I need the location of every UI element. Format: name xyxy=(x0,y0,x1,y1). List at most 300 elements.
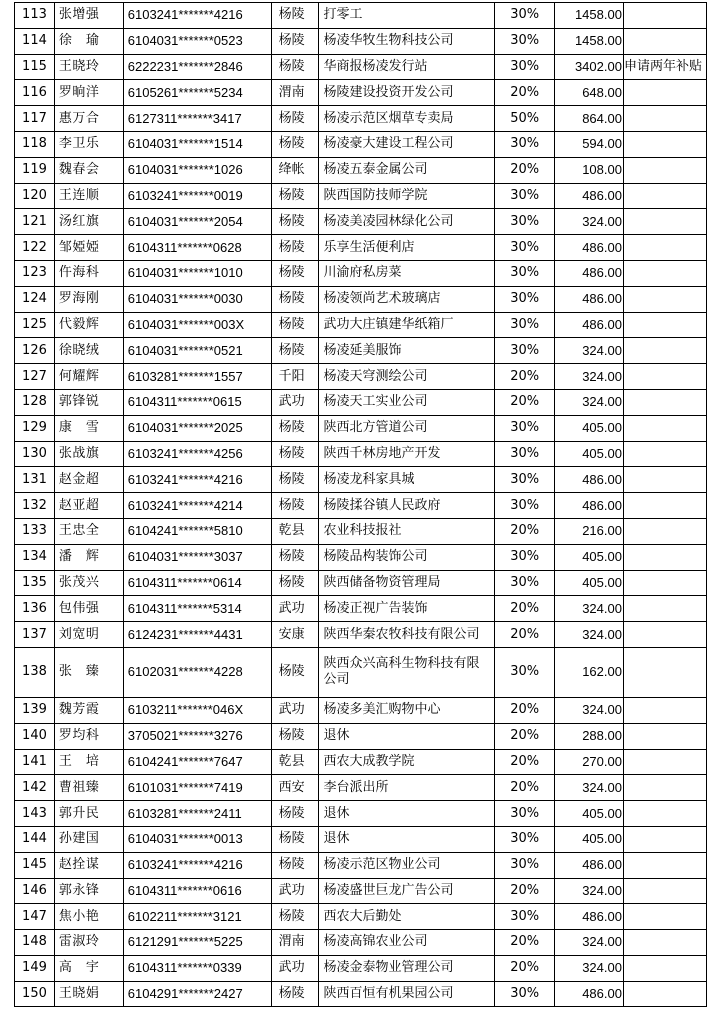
person-name-cell: 郭永锋 xyxy=(54,878,123,904)
row-number-cell: 114 xyxy=(15,28,55,54)
id-number-cell: 6222231*******2846 xyxy=(123,54,271,80)
row-number-cell: 134 xyxy=(15,544,55,570)
work-unit-cell: 杨凌盛世巨龙广告公司 xyxy=(319,878,495,904)
row-number-cell: 123 xyxy=(15,260,55,286)
ratio-cell: 30% xyxy=(495,3,555,29)
note-cell xyxy=(623,28,706,54)
region-cell: 杨陵 xyxy=(271,467,319,493)
region-cell: 杨陵 xyxy=(271,852,319,878)
note-cell xyxy=(623,467,706,493)
ratio-cell: 30% xyxy=(495,260,555,286)
row-number-cell: 115 xyxy=(15,54,55,80)
ratio-cell: 30% xyxy=(495,904,555,930)
person-name-cell: 高 宇 xyxy=(54,955,123,981)
amount-cell: 324.00 xyxy=(555,364,624,390)
ratio-cell: 30% xyxy=(495,235,555,261)
region-cell: 西安 xyxy=(271,775,319,801)
table-row xyxy=(15,209,707,235)
region-cell: 乾县 xyxy=(271,749,319,775)
note-cell xyxy=(623,441,706,467)
note-cell xyxy=(623,183,706,209)
ratio-cell: 30% xyxy=(495,826,555,852)
id-number-cell: 6104311*******0614 xyxy=(123,570,271,596)
amount-cell: 324.00 xyxy=(555,697,624,723)
region-cell: 安康 xyxy=(271,622,319,648)
amount-cell: 405.00 xyxy=(555,415,624,441)
id-number-cell: 6103241*******4216 xyxy=(123,852,271,878)
ratio-cell: 30% xyxy=(495,493,555,519)
person-name-cell: 罗海刚 xyxy=(54,286,123,312)
ratio-cell: 30% xyxy=(495,544,555,570)
row-number-cell: 138 xyxy=(15,647,55,697)
work-unit-cell: 陕西华秦农牧科技有限公司 xyxy=(319,622,495,648)
ratio-cell: 30% xyxy=(495,647,555,697)
note-cell xyxy=(623,209,706,235)
person-name-cell: 魏春会 xyxy=(54,157,123,183)
id-number-cell: 6105261*******5234 xyxy=(123,80,271,106)
work-unit-cell: 杨凌示范区烟草专卖局 xyxy=(319,106,495,132)
work-unit-cell: 陕西众兴高科生物科技有限公司 xyxy=(319,647,495,697)
row-number-cell: 140 xyxy=(15,723,55,749)
region-cell: 杨陵 xyxy=(271,28,319,54)
person-name-cell: 魏芳霞 xyxy=(54,697,123,723)
region-cell: 千阳 xyxy=(271,364,319,390)
work-unit-cell: 杨凌龙科家具城 xyxy=(319,467,495,493)
row-number-cell: 150 xyxy=(15,981,55,1007)
table-row xyxy=(15,80,707,106)
region-cell: 杨陵 xyxy=(271,826,319,852)
amount-cell: 324.00 xyxy=(555,596,624,622)
table-row xyxy=(15,955,707,981)
row-number-cell: 117 xyxy=(15,106,55,132)
row-number-cell: 129 xyxy=(15,415,55,441)
ratio-cell: 30% xyxy=(495,286,555,312)
note-cell xyxy=(623,544,706,570)
note-cell xyxy=(623,389,706,415)
table-row xyxy=(15,54,707,80)
row-number-cell: 139 xyxy=(15,697,55,723)
amount-cell: 486.00 xyxy=(555,183,624,209)
ratio-cell: 20% xyxy=(495,878,555,904)
work-unit-cell: 陕西百恒有机果园公司 xyxy=(319,981,495,1007)
id-number-cell: 6124231*******4431 xyxy=(123,622,271,648)
region-cell: 杨陵 xyxy=(271,3,319,29)
row-number-cell: 142 xyxy=(15,775,55,801)
note-cell xyxy=(623,801,706,827)
table-row xyxy=(15,930,707,956)
region-cell: 武功 xyxy=(271,878,319,904)
id-number-cell: 6104311*******0339 xyxy=(123,955,271,981)
region-cell: 杨陵 xyxy=(271,801,319,827)
row-number-cell: 128 xyxy=(15,389,55,415)
id-number-cell: 6104031*******2025 xyxy=(123,415,271,441)
amount-cell: 108.00 xyxy=(555,157,624,183)
table-row xyxy=(15,157,707,183)
work-unit-cell: 杨凌华牧生物科技公司 xyxy=(319,28,495,54)
table-row xyxy=(15,749,707,775)
note-cell xyxy=(623,826,706,852)
table-row xyxy=(15,775,707,801)
table-row xyxy=(15,723,707,749)
person-name-cell: 刘宽明 xyxy=(54,622,123,648)
person-name-cell: 王连顺 xyxy=(54,183,123,209)
id-number-cell: 6104031*******2054 xyxy=(123,209,271,235)
amount-cell: 324.00 xyxy=(555,389,624,415)
amount-cell: 324.00 xyxy=(555,930,624,956)
id-number-cell: 6103241*******4216 xyxy=(123,467,271,493)
person-name-cell: 邹婭婭 xyxy=(54,235,123,261)
region-cell: 杨陵 xyxy=(271,312,319,338)
row-number-cell: 147 xyxy=(15,904,55,930)
ratio-cell: 30% xyxy=(495,183,555,209)
work-unit-cell: 杨凌延美服饰 xyxy=(319,338,495,364)
ratio-cell: 20% xyxy=(495,596,555,622)
note-cell xyxy=(623,3,706,29)
table-body xyxy=(15,3,707,1007)
work-unit-cell: 陕西国防技师学院 xyxy=(319,183,495,209)
id-number-cell: 6104311*******0615 xyxy=(123,389,271,415)
id-number-cell: 6103241*******0019 xyxy=(123,183,271,209)
work-unit-cell: 西农大后勤处 xyxy=(319,904,495,930)
region-cell: 杨陵 xyxy=(271,723,319,749)
row-number-cell: 143 xyxy=(15,801,55,827)
work-unit-cell: 杨凌领尚艺术玻璃店 xyxy=(319,286,495,312)
id-number-cell: 6104031*******0013 xyxy=(123,826,271,852)
region-cell: 武功 xyxy=(271,389,319,415)
table-row xyxy=(15,106,707,132)
amount-cell: 486.00 xyxy=(555,904,624,930)
note-cell xyxy=(623,235,706,261)
id-number-cell: 6104031*******1010 xyxy=(123,260,271,286)
amount-cell: 405.00 xyxy=(555,826,624,852)
id-number-cell: 6104031*******3037 xyxy=(123,544,271,570)
person-name-cell: 潘 辉 xyxy=(54,544,123,570)
work-unit-cell: 川渝府私房菜 xyxy=(319,260,495,286)
row-number-cell: 149 xyxy=(15,955,55,981)
person-name-cell: 汤红旗 xyxy=(54,209,123,235)
person-name-cell: 雷淑玲 xyxy=(54,930,123,956)
region-cell: 杨陵 xyxy=(271,235,319,261)
note-cell xyxy=(623,338,706,364)
person-name-cell: 王晓玲 xyxy=(54,54,123,80)
work-unit-cell: 退休 xyxy=(319,723,495,749)
table-row xyxy=(15,852,707,878)
row-number-cell: 116 xyxy=(15,80,55,106)
row-number-cell: 137 xyxy=(15,622,55,648)
person-name-cell: 徐 瑜 xyxy=(54,28,123,54)
id-number-cell: 6104311*******0628 xyxy=(123,235,271,261)
note-cell xyxy=(623,131,706,157)
note-cell xyxy=(623,981,706,1007)
region-cell: 杨陵 xyxy=(271,54,319,80)
id-number-cell: 6103281*******1557 xyxy=(123,364,271,390)
ratio-cell: 20% xyxy=(495,930,555,956)
amount-cell: 486.00 xyxy=(555,493,624,519)
person-name-cell: 罗均科 xyxy=(54,723,123,749)
table-row xyxy=(15,801,707,827)
person-name-cell: 焦小艳 xyxy=(54,904,123,930)
note-cell xyxy=(623,570,706,596)
person-name-cell: 孙建国 xyxy=(54,826,123,852)
id-number-cell: 6104241*******7647 xyxy=(123,749,271,775)
table-row xyxy=(15,596,707,622)
note-cell xyxy=(623,955,706,981)
row-number-cell: 118 xyxy=(15,131,55,157)
id-number-cell: 6104291*******2427 xyxy=(123,981,271,1007)
work-unit-cell: 杨陵揉谷镇人民政府 xyxy=(319,493,495,519)
ratio-cell: 20% xyxy=(495,364,555,390)
row-number-cell: 131 xyxy=(15,467,55,493)
id-number-cell: 6103281*******2411 xyxy=(123,801,271,827)
row-number-cell: 133 xyxy=(15,518,55,544)
region-cell: 绛帐 xyxy=(271,157,319,183)
ratio-cell: 30% xyxy=(495,801,555,827)
work-unit-cell: 退休 xyxy=(319,826,495,852)
ratio-cell: 30% xyxy=(495,852,555,878)
person-name-cell: 代毅辉 xyxy=(54,312,123,338)
note-cell xyxy=(623,260,706,286)
row-number-cell: 119 xyxy=(15,157,55,183)
id-number-cell: 6104031*******0523 xyxy=(123,28,271,54)
ratio-cell: 20% xyxy=(495,749,555,775)
person-name-cell: 赵亚超 xyxy=(54,493,123,519)
work-unit-cell: 华商报杨凌发行站 xyxy=(319,54,495,80)
work-unit-cell: 杨凌金泰物业管理公司 xyxy=(319,955,495,981)
id-number-cell: 6103241*******4216 xyxy=(123,3,271,29)
row-number-cell: 126 xyxy=(15,338,55,364)
ratio-cell: 20% xyxy=(495,389,555,415)
id-number-cell: 6104311*******0616 xyxy=(123,878,271,904)
region-cell: 杨陵 xyxy=(271,106,319,132)
work-unit-cell: 杨凌美凌园林绿化公司 xyxy=(319,209,495,235)
id-number-cell: 6127311*******3417 xyxy=(123,106,271,132)
region-cell: 杨陵 xyxy=(271,415,319,441)
amount-cell: 486.00 xyxy=(555,981,624,1007)
ratio-cell: 20% xyxy=(495,157,555,183)
id-number-cell: 6103241*******4256 xyxy=(123,441,271,467)
ratio-cell: 20% xyxy=(495,955,555,981)
row-number-cell: 132 xyxy=(15,493,55,519)
note-cell xyxy=(623,697,706,723)
work-unit-cell: 西农大成教学院 xyxy=(319,749,495,775)
row-number-cell: 121 xyxy=(15,209,55,235)
ratio-cell: 30% xyxy=(495,28,555,54)
id-number-cell: 6104311*******5314 xyxy=(123,596,271,622)
note-cell xyxy=(623,775,706,801)
amount-cell: 324.00 xyxy=(555,338,624,364)
table-row xyxy=(15,131,707,157)
id-number-cell: 6103211*******046X xyxy=(123,697,271,723)
person-name-cell: 康 雪 xyxy=(54,415,123,441)
table-row xyxy=(15,622,707,648)
ratio-cell: 20% xyxy=(495,775,555,801)
work-unit-cell: 杨陵建设投资开发公司 xyxy=(319,80,495,106)
work-unit-cell: 杨陵品构装饰公司 xyxy=(319,544,495,570)
id-number-cell: 6102031*******4228 xyxy=(123,647,271,697)
row-number-cell: 113 xyxy=(15,3,55,29)
amount-cell: 270.00 xyxy=(555,749,624,775)
work-unit-cell: 杨凌豪大建设工程公司 xyxy=(319,131,495,157)
table-row xyxy=(15,441,707,467)
region-cell: 渭南 xyxy=(271,80,319,106)
table-row xyxy=(15,28,707,54)
row-number-cell: 144 xyxy=(15,826,55,852)
note-cell xyxy=(623,723,706,749)
id-number-cell: 3705021*******3276 xyxy=(123,723,271,749)
subsidy-table xyxy=(14,2,707,1007)
note-cell xyxy=(623,157,706,183)
note-cell xyxy=(623,286,706,312)
amount-cell: 405.00 xyxy=(555,801,624,827)
amount-cell: 3402.00 xyxy=(555,54,624,80)
id-number-cell: 6103241*******4214 xyxy=(123,493,271,519)
note-cell xyxy=(623,106,706,132)
region-cell: 杨陵 xyxy=(271,286,319,312)
table-row xyxy=(15,338,707,364)
id-number-cell: 6102211*******3121 xyxy=(123,904,271,930)
table-row xyxy=(15,415,707,441)
note-cell xyxy=(623,622,706,648)
amount-cell: 324.00 xyxy=(555,209,624,235)
ratio-cell: 30% xyxy=(495,54,555,80)
amount-cell: 405.00 xyxy=(555,570,624,596)
table-row xyxy=(15,981,707,1007)
row-number-cell: 125 xyxy=(15,312,55,338)
work-unit-cell: 李台派出所 xyxy=(319,775,495,801)
table-row xyxy=(15,493,707,519)
person-name-cell: 李卫乐 xyxy=(54,131,123,157)
row-number-cell: 145 xyxy=(15,852,55,878)
table-row xyxy=(15,697,707,723)
person-name-cell: 郭升民 xyxy=(54,801,123,827)
ratio-cell: 30% xyxy=(495,312,555,338)
amount-cell: 162.00 xyxy=(555,647,624,697)
region-cell: 渭南 xyxy=(271,930,319,956)
amount-cell: 486.00 xyxy=(555,260,624,286)
amount-cell: 486.00 xyxy=(555,312,624,338)
work-unit-cell: 退休 xyxy=(319,801,495,827)
work-unit-cell: 打零工 xyxy=(319,3,495,29)
table-row xyxy=(15,3,707,29)
note-cell xyxy=(623,493,706,519)
person-name-cell: 张 臻 xyxy=(54,647,123,697)
ratio-cell: 30% xyxy=(495,981,555,1007)
work-unit-cell: 乐享生活便利店 xyxy=(319,235,495,261)
person-name-cell: 王忠全 xyxy=(54,518,123,544)
amount-cell: 1458.00 xyxy=(555,28,624,54)
person-name-cell: 郭锋锐 xyxy=(54,389,123,415)
amount-cell: 324.00 xyxy=(555,622,624,648)
id-number-cell: 6104031*******003X xyxy=(123,312,271,338)
amount-cell: 324.00 xyxy=(555,878,624,904)
ratio-cell: 30% xyxy=(495,131,555,157)
note-cell xyxy=(623,312,706,338)
id-number-cell: 6121291*******5225 xyxy=(123,930,271,956)
work-unit-cell: 杨凌多美汇购物中心 xyxy=(319,697,495,723)
ratio-cell: 30% xyxy=(495,209,555,235)
table-row xyxy=(15,544,707,570)
person-name-cell: 曹祖臻 xyxy=(54,775,123,801)
region-cell: 杨陵 xyxy=(271,209,319,235)
person-name-cell: 张茂兴 xyxy=(54,570,123,596)
table-row xyxy=(15,260,707,286)
person-name-cell: 张战旗 xyxy=(54,441,123,467)
work-unit-cell: 农业科技报社 xyxy=(319,518,495,544)
note-cell xyxy=(623,930,706,956)
note-cell xyxy=(623,878,706,904)
row-number-cell: 127 xyxy=(15,364,55,390)
work-unit-cell: 杨凌高锦农业公司 xyxy=(319,930,495,956)
ratio-cell: 30% xyxy=(495,467,555,493)
person-name-cell: 王 培 xyxy=(54,749,123,775)
amount-cell: 405.00 xyxy=(555,441,624,467)
ratio-cell: 30% xyxy=(495,441,555,467)
region-cell: 杨陵 xyxy=(271,183,319,209)
person-name-cell: 赵拴谋 xyxy=(54,852,123,878)
region-cell: 杨陵 xyxy=(271,493,319,519)
note-cell xyxy=(623,904,706,930)
amount-cell: 486.00 xyxy=(555,286,624,312)
note-cell xyxy=(623,415,706,441)
note-cell xyxy=(623,80,706,106)
work-unit-cell: 武功大庄镇建华纸箱厂 xyxy=(319,312,495,338)
table-row xyxy=(15,467,707,493)
region-cell: 杨陵 xyxy=(271,338,319,364)
row-number-cell: 135 xyxy=(15,570,55,596)
note-cell xyxy=(623,749,706,775)
id-number-cell: 6104031*******0030 xyxy=(123,286,271,312)
amount-cell: 486.00 xyxy=(555,235,624,261)
row-number-cell: 146 xyxy=(15,878,55,904)
work-unit-cell: 陕西千林房地产开发 xyxy=(319,441,495,467)
person-name-cell: 赵金超 xyxy=(54,467,123,493)
note-cell xyxy=(623,364,706,390)
table-row xyxy=(15,518,707,544)
note-cell xyxy=(623,518,706,544)
region-cell: 杨陵 xyxy=(271,570,319,596)
amount-cell: 1458.00 xyxy=(555,3,624,29)
work-unit-cell: 杨凌天穹测绘公司 xyxy=(319,364,495,390)
region-cell: 武功 xyxy=(271,955,319,981)
ratio-cell: 20% xyxy=(495,622,555,648)
work-unit-cell: 杨凌五泰金属公司 xyxy=(319,157,495,183)
work-unit-cell: 杨凌天工实业公司 xyxy=(319,389,495,415)
table-row xyxy=(15,286,707,312)
note-cell xyxy=(623,596,706,622)
region-cell: 杨陵 xyxy=(271,647,319,697)
table-row xyxy=(15,878,707,904)
region-cell: 杨陵 xyxy=(271,981,319,1007)
note-cell: 申请两年补贴 xyxy=(623,54,706,80)
table-row xyxy=(15,312,707,338)
amount-cell: 324.00 xyxy=(555,775,624,801)
row-number-cell: 136 xyxy=(15,596,55,622)
row-number-cell: 120 xyxy=(15,183,55,209)
row-number-cell: 141 xyxy=(15,749,55,775)
person-name-cell: 何耀辉 xyxy=(54,364,123,390)
person-name-cell: 罗晌洋 xyxy=(54,80,123,106)
row-number-cell: 130 xyxy=(15,441,55,467)
person-name-cell: 徐晓绒 xyxy=(54,338,123,364)
ratio-cell: 50% xyxy=(495,106,555,132)
amount-cell: 486.00 xyxy=(555,852,624,878)
work-unit-cell: 陕西北方管道公司 xyxy=(319,415,495,441)
person-name-cell: 张增强 xyxy=(54,3,123,29)
work-unit-cell: 杨凌示范区物业公司 xyxy=(319,852,495,878)
note-cell xyxy=(623,852,706,878)
region-cell: 杨陵 xyxy=(271,441,319,467)
amount-cell: 288.00 xyxy=(555,723,624,749)
